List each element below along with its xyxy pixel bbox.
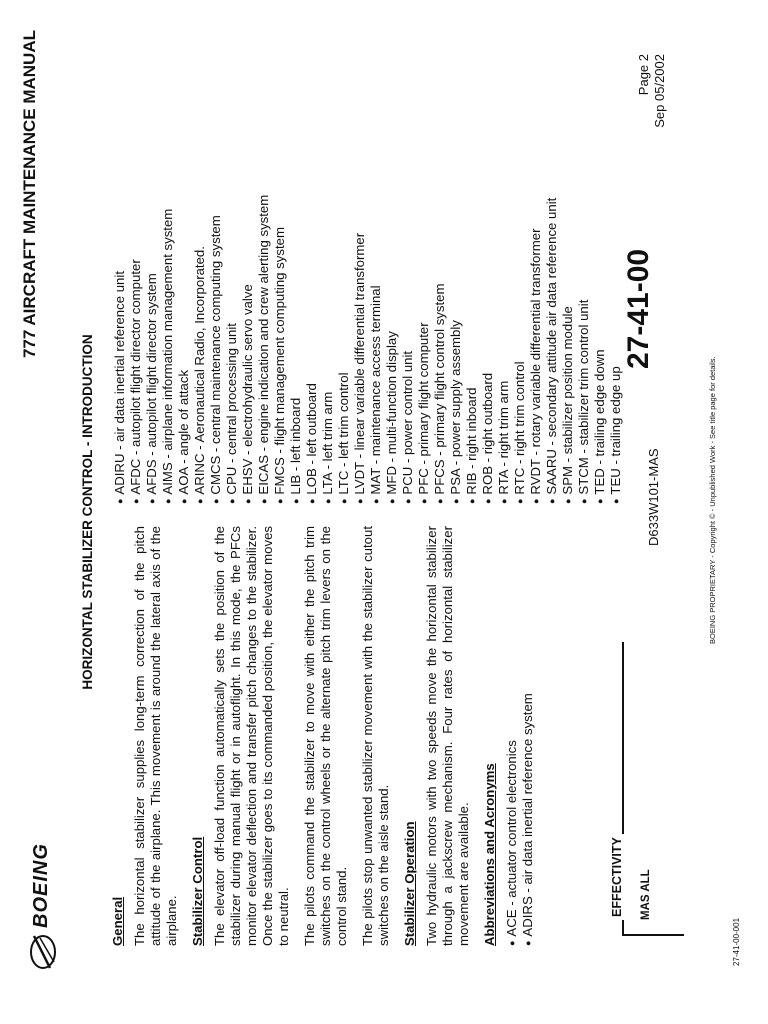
abbreviation-list-right [112, 24, 624, 504]
list-item: ● STCM - stabilizer trim control unit [576, 24, 592, 504]
list-item: ● MFD - multi-function display [384, 24, 400, 504]
boeing-logo [26, 772, 60, 972]
list-item: ● SAARU - secondary attitude air data reference unit [544, 24, 560, 504]
document-number: D633W101-MAS [646, 448, 661, 546]
page-date: Sep 05/2002 [652, 54, 667, 128]
list-item: ● ARINC - Aeronautical Radio, Incorporated. [192, 24, 208, 504]
list-item: ● RTA - right trim arm [496, 24, 512, 504]
section-title: HORIZONTAL STABILIZER CONTROL - INTRODUCTION [80, 334, 95, 690]
abbreviations-heading: Abbreviations and Acronyms [482, 763, 497, 946]
stabilizer-operation-text: Two hydraulic motors with two speeds move the horizontal stabilizer through a jackscrew mechanism. Four rates of horizontal stabilizer movement are available. [424, 526, 471, 946]
list-item: ● CMCS - central maintenance computing system [208, 24, 224, 504]
list-item: ● PFC - primary flight computer [416, 24, 432, 504]
list-item: ● ROB - right outboard [480, 24, 496, 504]
list-item: ● ACE - actuator control electronics [504, 526, 520, 946]
abbreviation-list-left [504, 526, 536, 946]
list-item: ● EHSV - electrohydraulic servo valve [240, 24, 256, 504]
page-number: Page 2 [636, 54, 651, 96]
list-item: ● CPU - central processing unit [224, 24, 240, 504]
list-item: ● SPM - stabilizer position module [560, 24, 576, 504]
list-item: ● ADIRS - air data inertial reference system [520, 526, 536, 946]
boeing-logo-text: BOEING [30, 843, 52, 928]
list-item: ● ADIRU - air data inertial reference unit [112, 24, 128, 504]
list-item: ● TEU - trailing edge up [608, 24, 624, 504]
effectivity-value: MAS ALL [640, 869, 652, 920]
list-item: ● LTC - left trim control [336, 24, 352, 504]
list-item: ● RVDT - rotary variable differential transformer [528, 24, 544, 504]
effectivity-label: EFFECTIVITY [610, 834, 624, 920]
proprietary-notice: BOEING PROPRIETARY - Copyright © - Unpublished Work - See title page for details. [708, 356, 717, 644]
stabilizer-operation-heading: Stabilizer Operation [402, 821, 417, 946]
right-column [112, 24, 624, 504]
list-item: ● PSA - power supply assembly [448, 24, 464, 504]
list-item: ● LVDT - linear variable differential transformer [352, 24, 368, 504]
list-item: ● FMCS - flight management computing system [272, 24, 288, 504]
list-item: ● AOA - angle of attack [176, 24, 192, 504]
list-item: ● LIB - left inboard [288, 24, 304, 504]
stabilizer-control-text: The elevator off-load function automatically sets the position of the stabilizer during manual flight or in autoflight. In this mode, the PFCs monitor elevator deflection and transfer pitch changes to the stabilizer. Once the stabilizer goes to its commanded position, the elevator moves to neutral. [212, 526, 291, 946]
list-item: ● AFDC - autopilot flight director computer [128, 24, 144, 504]
effectivity-box [622, 642, 684, 936]
pilots-text: The pilots command the stabilizer to move with either the pitch trim switches on the control wheels or the alternate pitch trim levers on the control stand. [302, 526, 349, 946]
list-item: ● AFDS - autopilot flight director system [144, 24, 160, 504]
list-item: ● LTA - left trim arm [320, 24, 336, 504]
list-item: ● PFCS - primary flight control system [432, 24, 448, 504]
list-item: ● LOB - left outboard [304, 24, 320, 504]
general-heading: General [110, 896, 125, 946]
manual-title: 777 AIRCRAFT MAINTENANCE MANUAL [20, 30, 39, 359]
stabilizer-control-heading: Stabilizer Control [190, 836, 205, 946]
list-item: ● RTC - right trim control [512, 24, 528, 504]
boeing-logo-icon [26, 932, 60, 972]
list-item: ● EICAS - engine indication and crew alerting system [256, 24, 272, 504]
list-item: ● PCU - power control unit [400, 24, 416, 504]
cutout-text: The pilots stop unwanted stabilizer movement with the stabilizer cutout switches on the aisle stand. [360, 526, 391, 946]
list-item: ● AIMS - airplane information management system [160, 24, 176, 504]
graphic-id: 27-41-00-001 [732, 917, 741, 966]
list-item: ● TED - trailing edge down [592, 24, 608, 504]
ata-chapter-number: 27-41-00 [622, 248, 655, 369]
list-item: ● MAT - maintenance access terminal [368, 24, 384, 504]
left-column [110, 526, 536, 946]
list-item: ● RIB - right inboard [464, 24, 480, 504]
general-text: The horizontal stabilizer supplies long-term correction of the pitch attitude of the airplane. This movement is around the lateral axis of the airplane. [132, 526, 179, 946]
